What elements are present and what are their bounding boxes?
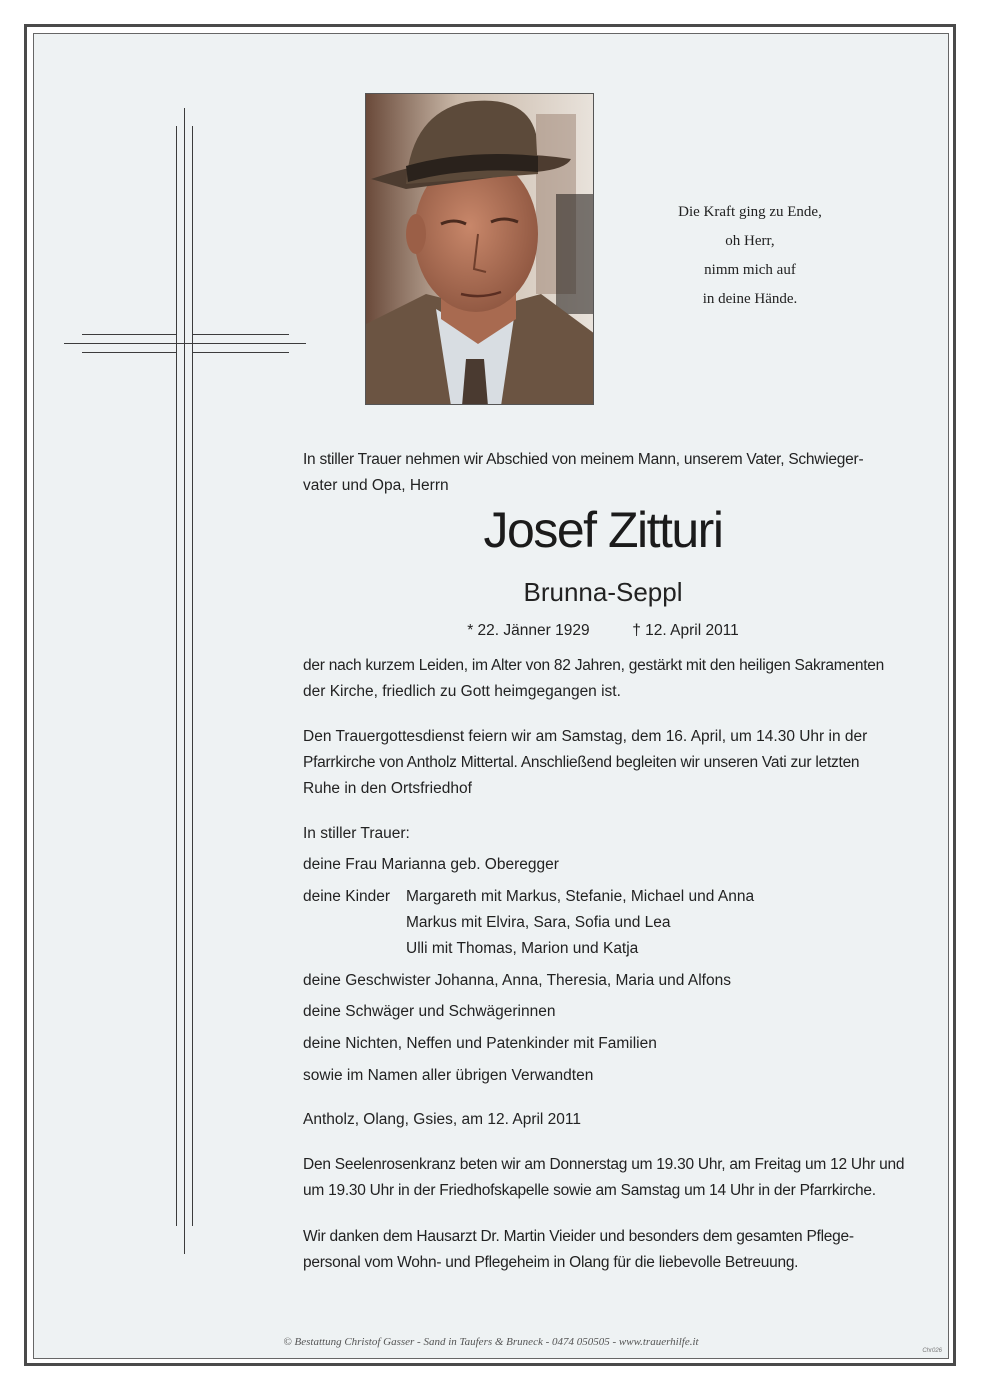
service-line: Pfarrkirche von Antholz Mittertal. Anschließend begleiten wir unseren Vati zur letzten — [303, 754, 860, 771]
life-dates — [303, 618, 903, 644]
thanks-line: Wir danken dem Hausarzt Dr. Martin Vieider und besonders dem gesamten Pflege- — [303, 1228, 854, 1245]
quote-line: in deine Hände. — [702, 291, 798, 307]
quote-verse — [650, 198, 850, 314]
service-line: Ruhe in den Ortsfriedhof — [303, 780, 472, 797]
deceased-alias: Brunna-Seppl — [523, 577, 683, 607]
deceased-name: Josef Zitturi — [483, 502, 723, 558]
thanks-line: personal vom Wohn- und Pflegeheim in Olang für die liebevolle Betreuung. — [303, 1254, 799, 1271]
mourner-nieces: deine Nichten, Neffen und Patenkinder mit Familien — [303, 1035, 657, 1052]
children-line: Margareth mit Markus, Stefanie, Michael und Anna — [406, 888, 755, 905]
rosary-line: um 19.30 Uhr in der Friedhofskapelle sowie am Samstag um 14 Uhr in der Pfarrkirche. — [303, 1182, 876, 1199]
children-label: deine Kinder — [303, 888, 391, 905]
intro-line: In stiller Trauer nehmen wir Abschied von meinem Mann, unserem Vater, Schwieger- — [303, 451, 864, 468]
children-line: Ulli mit Thomas, Marion und Katja — [406, 940, 639, 957]
quote-line: oh Herr, — [725, 233, 775, 249]
children-line: Markus mit Elvira, Sara, Sofia und Lea — [406, 914, 671, 931]
mourner-relatives: sowie im Namen aller übrigen Verwandten — [303, 1067, 594, 1084]
children-list — [406, 884, 754, 962]
mourners-heading: In stiller Trauer: — [303, 825, 410, 842]
template-code: Chr026 — [922, 1348, 942, 1354]
intro-line: vater und Opa, Herrn — [303, 477, 449, 494]
birth-date: * 22. Jänner 1929 — [467, 622, 590, 639]
place-date: Antholz, Olang, Gsies, am 12. April 2011 — [303, 1111, 582, 1128]
footer-credit: © Bestattung Christof Gasser - Sand in Taufers & Bruneck - 0474 050505 - www.trauerhilfe.it — [283, 1336, 699, 1348]
rosary-line: Den Seelenrosenkranz beten wir am Donnerstag um 19.30 Uhr, am Freitag um 12 Uhr und — [303, 1156, 905, 1173]
portrait-photo — [365, 93, 594, 405]
mourner-wife: deine Frau Marianna geb. Oberegger — [303, 856, 559, 873]
mourner-siblings: deine Geschwister Johanna, Anna, Theresia, Maria und Alfons — [303, 972, 731, 989]
quote-line: nimm mich auf — [704, 262, 796, 278]
service-line: Den Trauergottesdienst feiern wir am Samstag, dem 16. April, um 14.30 Uhr in der — [303, 728, 868, 745]
passing-line: der nach kurzem Leiden, im Alter von 82 Jahren, gestärkt mit den heiligen Sakramenten — [303, 657, 884, 674]
quote-line: Die Kraft ging zu Ende, — [678, 204, 822, 220]
passing-line: der Kirche, friedlich zu Gott heimgegangen ist. — [303, 683, 621, 700]
mourner-inlaws: deine Schwäger und Schwägerinnen — [303, 1003, 556, 1020]
death-date: † 12. April 2011 — [632, 622, 739, 639]
